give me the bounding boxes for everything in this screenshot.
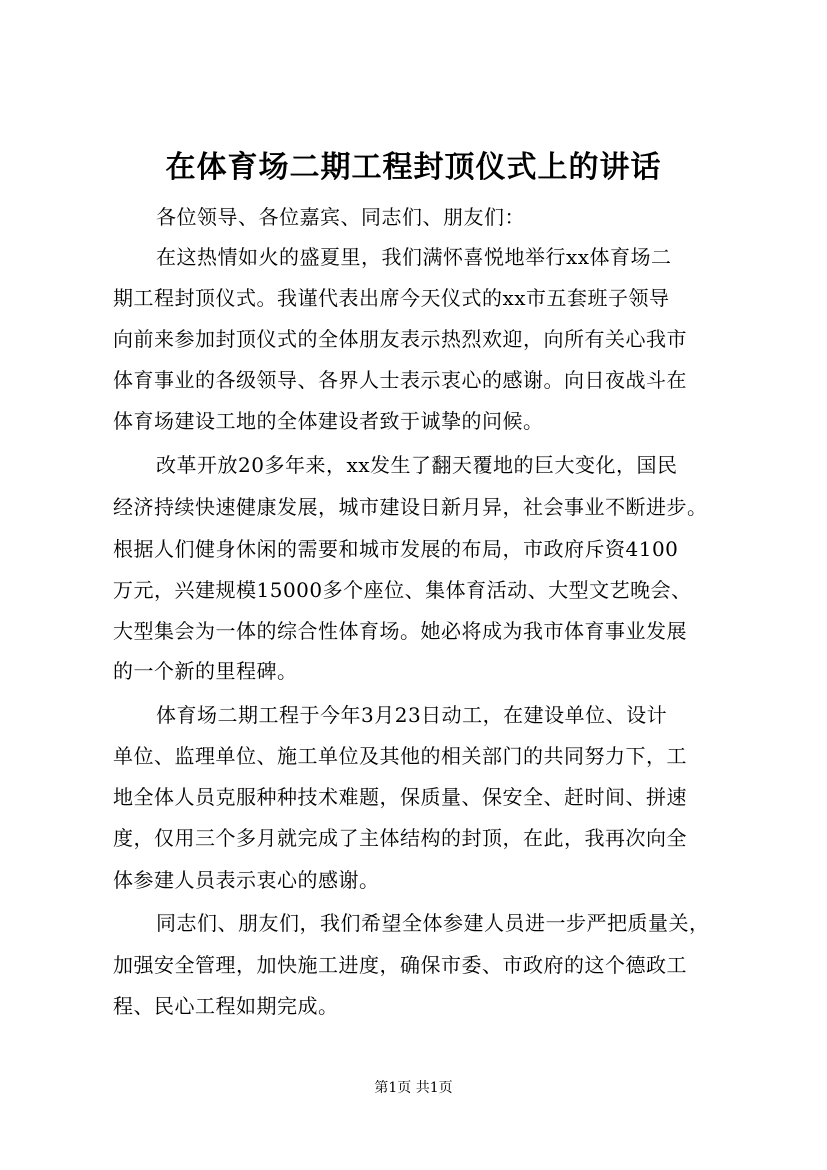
body-line: 程、民心工程如期完成。 bbox=[113, 994, 339, 1018]
body-line: 体育场建设工地的全体建设者致于诚挚的问候。 bbox=[113, 409, 544, 433]
body-line: 经济持续快速健康发展，城市建设日新月异，社会事业不断进步。 bbox=[113, 495, 708, 519]
body-line: 期工程封顶仪式。我谨代表出席今天仪式的xx市五套班子领导 bbox=[113, 286, 670, 310]
body-line: 地全体人员克服种种技术难题，保质量、保安全、赶时间、拼速 bbox=[113, 785, 687, 809]
body-line: 体育场二期工程于今年3月23日动工，在建设单位、设计 bbox=[156, 703, 668, 727]
page-number-footer: 第1页 共1页 bbox=[374, 1080, 453, 1096]
body-line: 单位、监理单位、施工单位及其他的相关部门的共同努力下，工 bbox=[113, 744, 687, 768]
body-line: 大型集会为一体的综合性体育场。她必将成为我市体育事业发展 bbox=[113, 619, 687, 643]
body-line: 的一个新的里程碑。 bbox=[113, 659, 298, 683]
body-line: 改革开放20多年来，xx发生了翻天覆地的巨大变化，国民 bbox=[156, 453, 678, 477]
body-line: 体参建人员表示衷心的感谢。 bbox=[113, 868, 380, 892]
body-line: 根据人们健身休闲的需要和城市发展的布局，市政府斥资4100 bbox=[113, 537, 679, 561]
body-line: 各位领导、各位嘉宾、同志们、朋友们： bbox=[156, 205, 525, 229]
body-line: 度，仅用三个多月就完成了主体结构的封顶，在此，我再次向全 bbox=[113, 826, 687, 850]
body-line: 体育事业的各级领导、各界人士表示衷心的感谢。向日夜战斗在 bbox=[113, 368, 687, 392]
body-line: 同志们、朋友们，我们希望全体参建人员进一步严把质量关， bbox=[156, 911, 710, 935]
body-line: 万元，兴建规模15000多个座位、集体育活动、大型文艺晚会、 bbox=[113, 578, 692, 602]
body-line: 向前来参加封顶仪式的全体朋友表示热烈欢迎，向所有关心我市 bbox=[113, 327, 687, 351]
body-line: 在这热情如火的盛夏里，我们满怀喜悦地举行xx体育场二 bbox=[156, 245, 672, 269]
body-line: 加强安全管理，加快施工进度，确保市委、市政府的这个德政工 bbox=[113, 953, 687, 977]
document-title: 在体育场二期工程封顶仪式上的讲话 bbox=[165, 150, 662, 185]
